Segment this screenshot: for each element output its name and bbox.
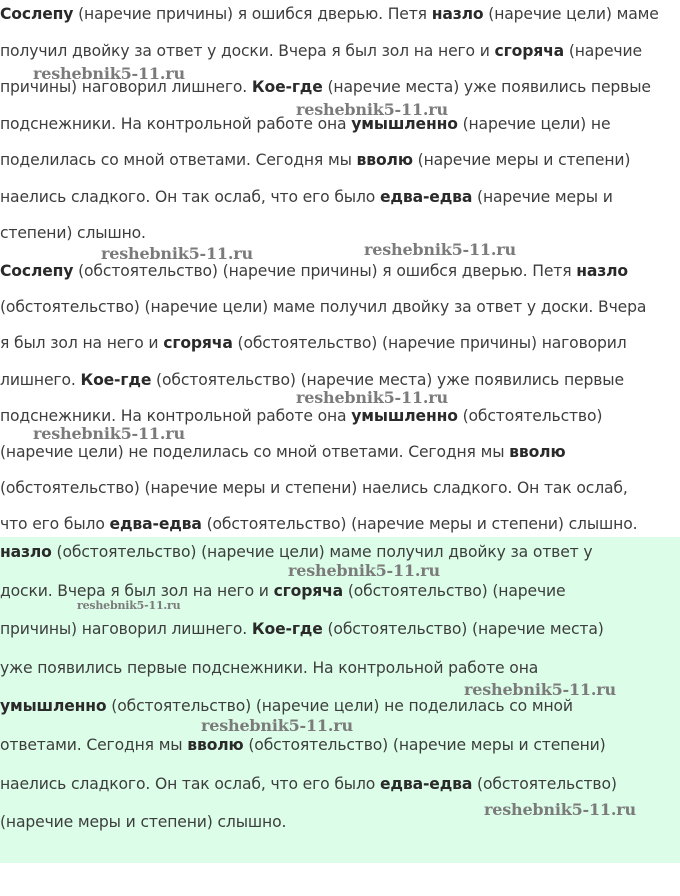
answer-block-1 <box>0 0 680 250</box>
highlighted-adverb: назло <box>576 262 628 280</box>
highlighted-adverb: Сослепу <box>0 5 74 23</box>
text-segment: (обстоятельство) (наречие меры и степени) слышно. <box>201 515 638 534</box>
highlighted-adverb: сгоряча <box>494 41 565 60</box>
text-line <box>0 442 565 462</box>
text-segment: (наречие меры и степени) <box>412 151 631 169</box>
text-line <box>0 812 286 832</box>
text-line <box>0 581 565 601</box>
text-line <box>0 696 573 716</box>
text-line <box>0 297 646 317</box>
text-line <box>0 735 606 755</box>
text-segment: подснежники. На контрольной работе она <box>0 406 352 425</box>
watermark: reshebnik5-11.ru <box>33 64 185 83</box>
text-segment: я был зол на него и <box>0 334 164 353</box>
text-segment: (обстоятельство) (наречие цели) маме получил двойку за ответ у доски. Вчера <box>0 298 647 317</box>
text-segment: (обстоятельство) (наречие места) уже появились первые <box>151 370 624 389</box>
highlighted-adverb: сгоряча <box>163 334 233 353</box>
watermark: reshebnik5-11.ru <box>288 561 440 580</box>
text-line <box>0 658 538 678</box>
text-line <box>0 333 627 353</box>
watermark: reshebnik5-11.ru <box>101 244 253 263</box>
highlighted-adverb: едва-едва <box>379 187 473 206</box>
text-segment: получил двойку за ответ у доски. Вчера я был зол на него и <box>0 41 495 60</box>
highlighted-adverb: Кое-где <box>251 620 323 639</box>
watermark: reshebnik5-11.ru <box>296 388 448 407</box>
highlighted-adverb: едва-едва <box>109 515 202 534</box>
watermark: reshebnik5-11.ru <box>464 680 616 699</box>
text-segment: (наречие места) уже появились первые <box>322 78 651 96</box>
text-segment: (наречие причины) я ошибся дверью. Петя <box>73 5 432 23</box>
watermark: reshebnik5-11.ru <box>484 800 636 819</box>
watermark: reshebnik5-11.ru <box>33 424 185 443</box>
text-segment: лишнего. <box>0 370 81 389</box>
text-segment: доски. Вчера я был зол на него и <box>0 581 274 600</box>
highlighted-adverb: Кое-где <box>251 78 323 96</box>
highlighted-adverb: вволю <box>187 736 244 754</box>
text-line <box>0 223 146 243</box>
text-line <box>0 542 592 562</box>
text-line <box>0 406 602 426</box>
text-segment: (обстоятельство) (наречие меры и степени) <box>243 736 606 754</box>
highlighted-adverb: Кое-где <box>80 370 152 389</box>
text-line <box>0 370 624 390</box>
text-line <box>0 261 628 281</box>
text-segment: (обстоятельство) <box>457 406 603 425</box>
text-line <box>0 150 630 170</box>
text-segment: (наречие цели) не поделилась со мной ответами. Сегодня мы <box>0 443 510 461</box>
text-segment: (наречие <box>564 41 642 60</box>
watermark: reshebnik5-11.ru <box>201 716 353 735</box>
text-line <box>0 774 617 794</box>
highlighted-adverb: едва-едва <box>379 774 473 793</box>
watermark: reshebnik5-11.ru <box>364 240 516 259</box>
text-line <box>0 41 642 61</box>
watermark: reshebnik5-11.ru <box>296 100 448 119</box>
text-segment: (наречие меры и <box>472 187 613 206</box>
highlighted-adverb: вволю <box>509 443 566 461</box>
highlighted-adverb: умышленно <box>351 406 458 425</box>
text-segment: (наречие цели) маме <box>483 5 659 23</box>
text-segment: причины) наговорил лишнего. <box>0 620 252 639</box>
highlighted-adverb: сгоряча <box>273 581 344 600</box>
watermark: reshebnik5-11.ru <box>77 599 181 612</box>
highlighted-adverb: назло <box>0 543 52 561</box>
highlighted-adverb: Сослепу <box>0 262 74 280</box>
text-segment: поделилась со мной ответами. Сегодня мы <box>0 151 357 169</box>
text-segment: (обстоятельство) (наречие места) <box>322 620 604 639</box>
text-line <box>0 514 637 534</box>
text-segment: (обстоятельство) (наречие причины) наговорил <box>232 334 627 353</box>
text-segment: что его было <box>0 515 110 534</box>
text-line <box>0 187 613 207</box>
text-segment: уже появились первые подснежники. На контрольной работе она <box>0 658 539 677</box>
text-segment: наелись сладкого. Он так ослаб, что его было <box>0 187 380 206</box>
text-line <box>0 619 604 639</box>
highlighted-adverb: умышленно <box>0 697 107 716</box>
text-segment: ответами. Сегодня мы <box>0 736 188 754</box>
text-line <box>0 4 659 24</box>
text-segment: причины) наговорил лишнего. <box>0 78 252 96</box>
text-segment: (наречие меры и степени) слышно. <box>0 813 287 832</box>
text-segment: (обстоятельство) (наречие причины) я ошибся дверью. Петя <box>73 262 577 280</box>
text-segment: (обстоятельство) (наречие меры и степени) наелись сладкого. Он так ослаб, <box>0 479 628 498</box>
text-segment: (обстоятельство) (наречие цели) не поделилась со мной <box>106 697 573 716</box>
text-segment: наелись сладкого. Он так ослаб, что его было <box>0 774 380 793</box>
text-segment: (обстоятельство) <box>472 774 617 793</box>
highlighted-adverb: умышленно <box>351 114 458 133</box>
text-line <box>0 478 628 498</box>
highlighted-adverb: назло <box>431 5 484 23</box>
text-segment: (обстоятельство) (наречие <box>343 581 566 600</box>
text-segment: подснежники. На контрольной работе она <box>0 114 352 133</box>
highlighted-adverb: вволю <box>356 151 413 169</box>
text-segment: степени) слышно. <box>0 224 146 242</box>
text-segment: (наречие цели) не <box>457 114 611 133</box>
text-segment: (обстоятельство) (наречие цели) маме получил двойку за ответ у <box>51 543 593 561</box>
